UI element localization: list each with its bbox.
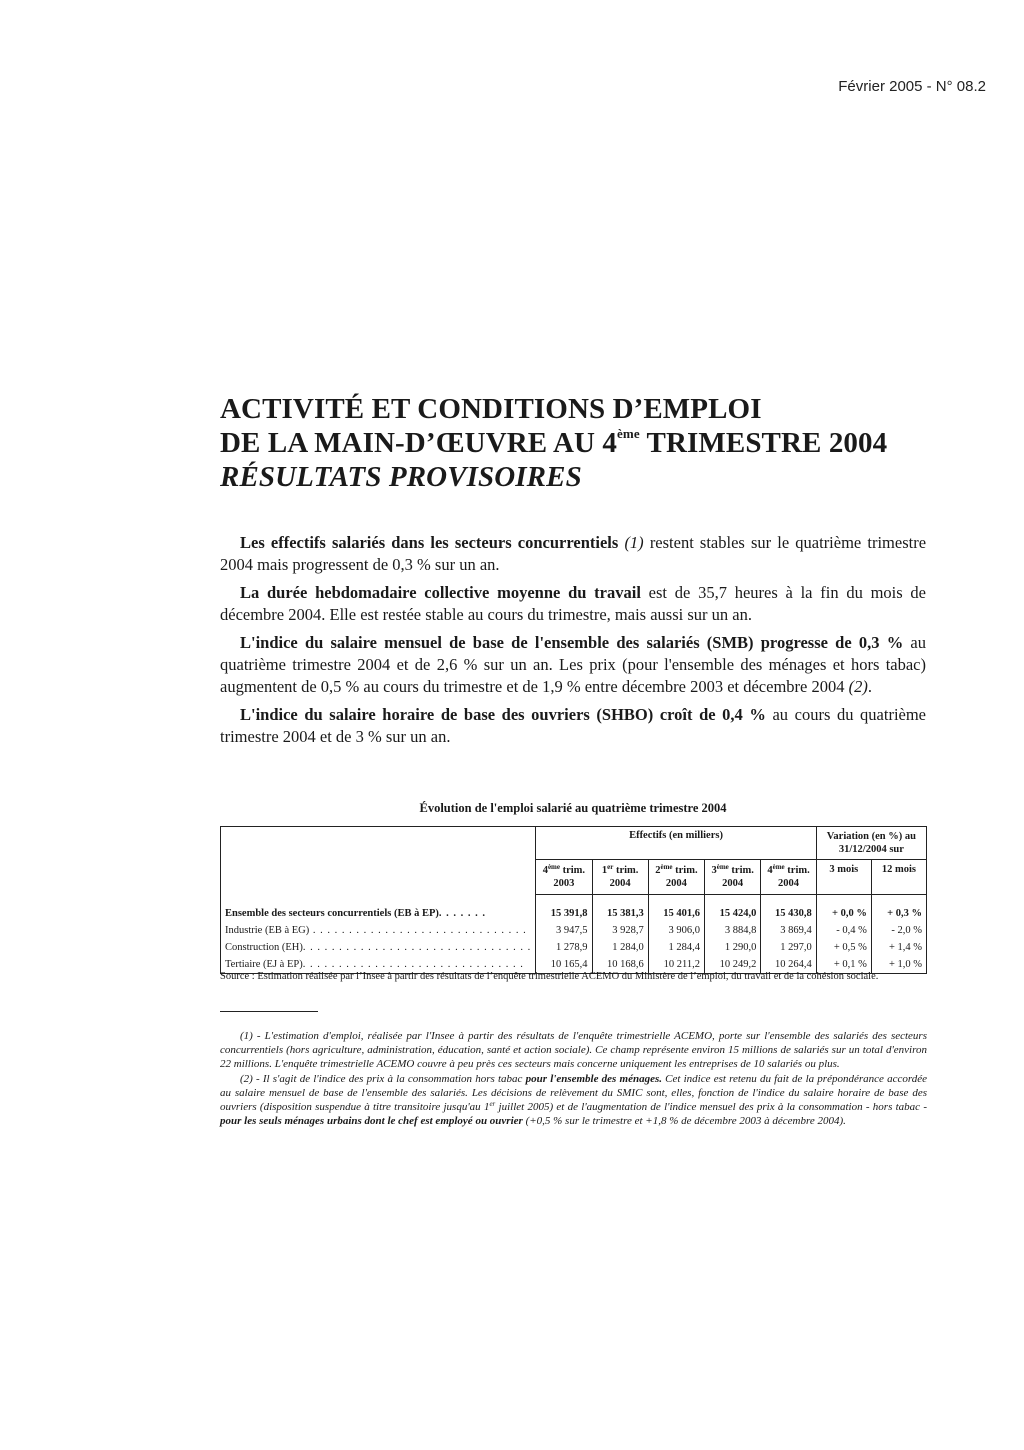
issue-reference: Février 2005 - N° 08.2 xyxy=(838,78,986,95)
summary-paragraph-employment: Les effectifs salariés dans les secteurs concurrentiels (1) restent stables sur le quatrième trimestre 2004 mais progressent de 0,3 % sur un an. xyxy=(220,533,927,574)
table-cell: 10 211,2 xyxy=(648,956,704,974)
table-cell: 15 424,0 xyxy=(705,895,761,923)
table-cell: + 0,3 % xyxy=(871,895,926,923)
table-cell: 15 401,6 xyxy=(648,895,704,923)
table-row xyxy=(221,922,927,939)
table-cell: 3 947,5 xyxy=(536,922,592,939)
document-title xyxy=(220,392,960,494)
table-source-note: Source : Estimation réalisée par l’Insee à partir des résultats de l’enquête trimestrielle ACEMO du Ministère de l’emploi, du travail et de la cohésion sociale. xyxy=(220,971,879,982)
table-cell: + 0,0 % xyxy=(816,895,871,923)
column-header-3-months: 3 mois xyxy=(816,860,871,895)
table-row xyxy=(221,895,927,923)
table-title: Évolution de l'emploi salarié au quatrième trimestre 2004 xyxy=(419,801,727,815)
table-cell: 1 284,4 xyxy=(648,939,704,956)
summary-paragraph-working-hours: La durée hebdomadaire collective moyenne du travail est de 35,7 heures à la fin du mois de décembre 2004. Elle est restée stable au cours du trimestre, mais aussi sur un an. xyxy=(220,583,926,624)
column-header-q1-2004: 1er trim. 2004 xyxy=(592,860,648,895)
table-cell: 15 391,8 xyxy=(536,895,592,923)
header-variation: Variation (en %) au 31/12/2004 sur xyxy=(816,827,926,860)
footnote-divider xyxy=(220,1011,318,1012)
table-cell: 3 928,7 xyxy=(592,922,648,939)
column-header-q4-2003: 4ème trim. 2003 xyxy=(536,860,592,895)
title-line-2: DE LA MAIN-D’ŒUVRE AU 4ème TRIMESTRE 2004 xyxy=(220,426,888,459)
footnote-2: (2) - Il s'agit de l'indice des prix à la consommation hors tabac pour l'ensemble des ménages. Cet indice est retenu du fait de la prépondérance accordée au salaire mensuel de base de l'ensemble des salariés. Les décisions de relèvement du SMIC sont, elles, fonction de l'indice du salaire horaire de base des ouvriers (disposition suspendue à titre transitoire jusqu'au 1er juillet 2005) et de l'augmentation de l'indice mensuel des prix à la consommation - hors tabac - pour les seuls ménages urbains dont le chef est employé ou ouvrier (+0,5 % sur le trimestre et +1,8 % de décembre 2003 à décembre 2004). xyxy=(220,1073,927,1127)
table-cell: 3 906,0 xyxy=(648,922,704,939)
table-row xyxy=(221,939,927,956)
column-header-q3-2004: 3ème trim. 2004 xyxy=(705,860,761,895)
row-label: Industrie (EB à EG) . . . . . . . . . . . . . . . . . . . . . . . . . . . . . . xyxy=(221,922,536,939)
table-cell: 15 381,3 xyxy=(592,895,648,923)
employment-table xyxy=(220,826,927,974)
table-cell: + 1,4 % xyxy=(871,939,926,956)
table-cell: 1 290,0 xyxy=(705,939,761,956)
summary-section xyxy=(220,532,926,754)
row-label: Ensemble des secteurs concurrentiels (EB à EP). . . . . . . xyxy=(221,895,536,923)
table-corner-cell xyxy=(221,827,536,895)
summary-paragraph-shbo: L'indice du salaire horaire de base des ouvriers (SHBO) croît de 0,4 % au cours du quatrième trimestre 2004 et de 3 % sur un an. xyxy=(220,705,927,746)
table-cell: 3 884,8 xyxy=(705,922,761,939)
table-cell: 15 430,8 xyxy=(761,895,816,923)
table-cell: - 2,0 % xyxy=(871,922,926,939)
table-cell: 1 297,0 xyxy=(761,939,816,956)
table-cell: 10 165,4 xyxy=(536,956,592,974)
table-cell: 10 168,6 xyxy=(592,956,648,974)
row-label: Tertiaire (EJ à EP). . . . . . . . . . . . . . . . . . . . . . . . . . . . . . . xyxy=(221,956,536,974)
table-cell: 10 264,4 xyxy=(761,956,816,974)
table-cell: 3 869,4 xyxy=(761,922,816,939)
table-cell: 10 249,2 xyxy=(705,956,761,974)
column-header-q4-2004: 4ème trim. 2004 xyxy=(761,860,816,895)
column-header-12-months: 12 mois xyxy=(871,860,926,895)
table-cell: 1 278,9 xyxy=(536,939,592,956)
table-cell: - 0,4 % xyxy=(816,922,871,939)
footnotes xyxy=(220,1029,927,1129)
summary-paragraph-smb: L'indice du salaire mensuel de base de l'ensemble des salariés (SMB) progresse de 0,3 % au quatrième trimestre 2004 et de 2,6 % sur un an. Les prix (pour l'ensemble des ménages et hors tabac) augmentent de 0,5 % au cours du trimestre et de 1,9 % entre décembre 2003 et décembre 2004 (2). xyxy=(220,633,926,696)
footnote-1: (1) - L'estimation d'emploi, réalisée par l'Insee à partir des résultats de l'enquête trimestrielle ACEMO, porte sur l'ensemble des salariés des secteurs concurrentiels (hors agriculture, administration, éducation, santé et action sociale). Ce champ représente environ 15 millions de salariés sur un total d'environ 22 millions. L'enquête trimestrielle ACEMO couvre à peu près ces secteurs mais concerne uniquement les entreprises de 10 salariés ou plus. xyxy=(220,1030,927,1070)
header-effectifs: Effectifs (en milliers) xyxy=(536,827,817,860)
document-subtitle: RÉSULTATS PROVISOIRES xyxy=(220,461,582,493)
table-cell: + 1,0 % xyxy=(871,956,926,974)
row-label: Construction (EH). . . . . . . . . . . . . . . . . . . . . . . . . . . . . . . . xyxy=(221,939,536,956)
table-cell: + 0,5 % xyxy=(816,939,871,956)
column-header-q2-2004: 2ème trim. 2004 xyxy=(648,860,704,895)
table-cell: 1 284,0 xyxy=(592,939,648,956)
title-line-1: ACTIVITÉ ET CONDITIONS D’EMPLOI xyxy=(220,393,762,425)
table-cell: + 0,1 % xyxy=(816,956,871,974)
